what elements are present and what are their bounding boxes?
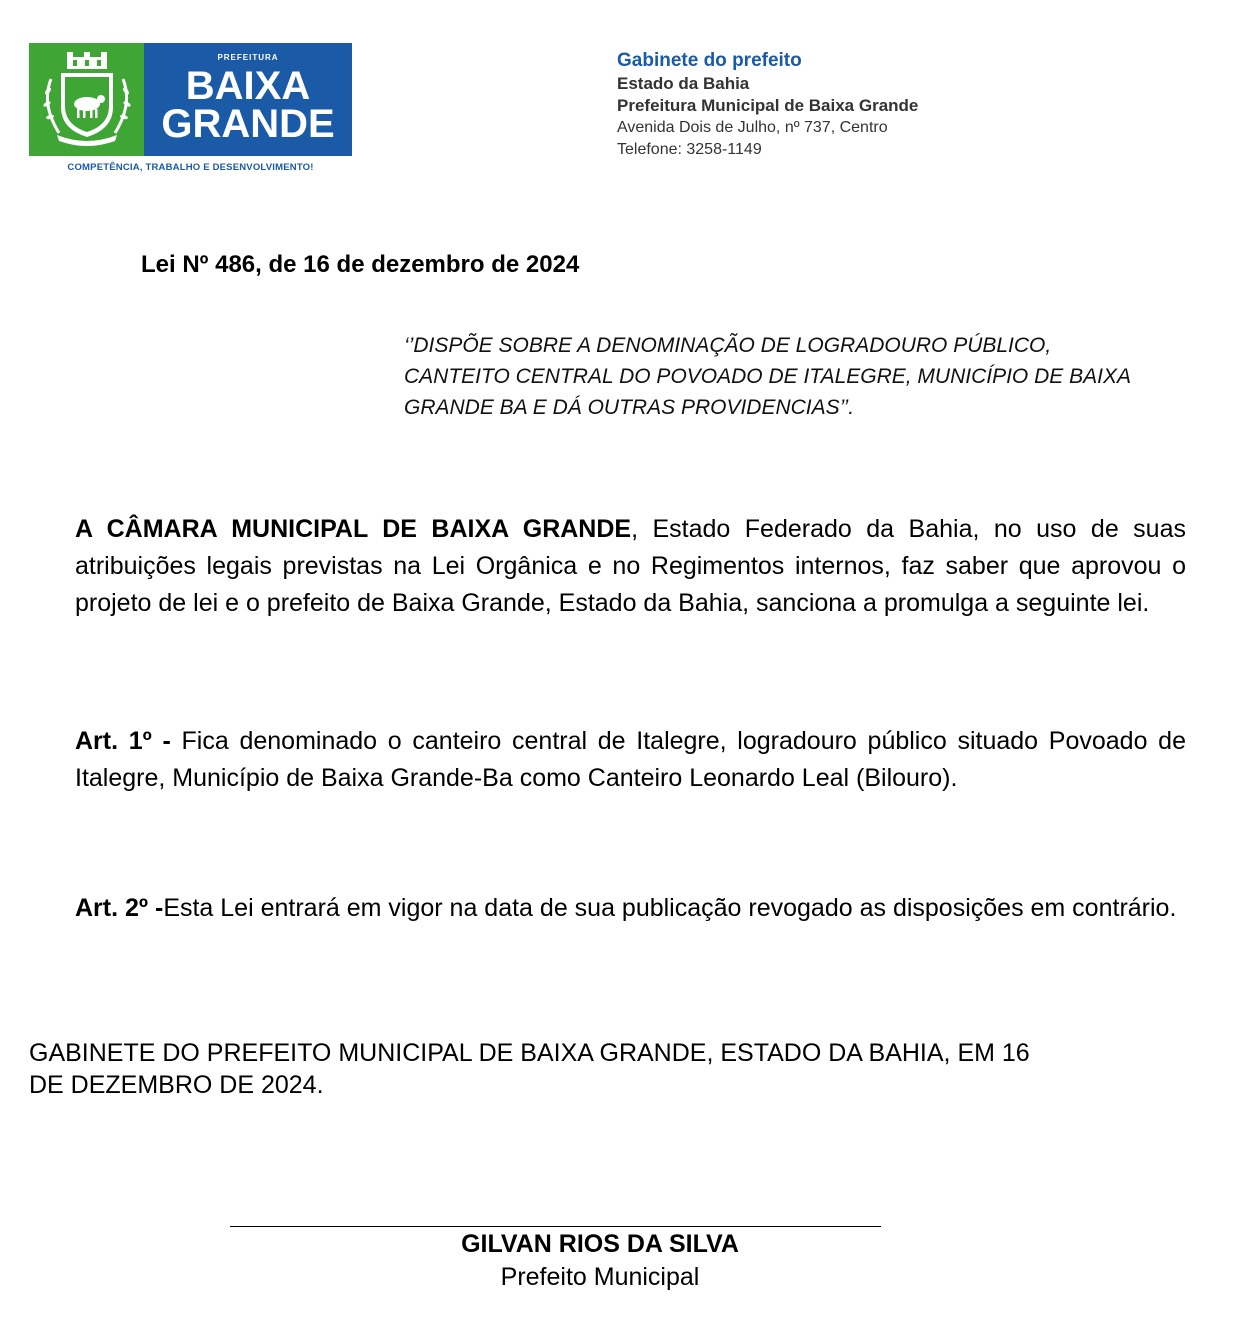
prefeitura-logo: [29, 43, 352, 178]
municipal-crest-icon: [37, 49, 137, 149]
logo-slogan: COMPETÊNCIA, TRABALHO E DESENVOLVIMENTO!: [67, 162, 314, 173]
intro-paragraph: [75, 511, 1186, 622]
state-name: Estado da Bahia: [617, 74, 750, 93]
header-address: [617, 49, 918, 161]
gabinete-closing: [29, 1037, 1199, 1101]
article-1-label: Art. 1º -: [75, 727, 182, 755]
logo-baixa-text: BAIXA: [185, 64, 311, 108]
city-hall-name: Prefeitura Municipal de Baixa Grande: [617, 96, 919, 115]
office-title: Gabinete do prefeito: [617, 50, 802, 71]
law-title: Lei Nº 486, de 16 de dezembro de 2024: [141, 251, 580, 278]
article-2-text: Esta Lei entrará em vigor na data de sua publicação revogado as disposições em contrário.: [163, 894, 1177, 922]
street-address: Avenida Dois de Julho, nº 737, Centro: [617, 119, 888, 136]
intro-bold: A CÂMARA MUNICIPAL DE BAIXA GRANDE: [75, 515, 632, 543]
phone-number: Telefone: 3258-1149: [617, 141, 762, 158]
article-2-label: Art. 2º -: [75, 894, 164, 922]
logo-green-panel: [29, 43, 144, 156]
intro-text: , Estado Federado da Bahia, no uso de suas atribuições legais previstas na Lei Orgânica e no Regimentos internos, faz saber que aprovou o projeto de lei e o prefeito de Baixa Grande, Estado da Bahia, sanciona a promulga a seguinte lei.: [75, 515, 1186, 617]
logo-prefeitura-text: PREFEITURA: [217, 53, 279, 62]
signatory-name: GILVAN RIOS DA SILVA: [461, 1230, 739, 1258]
article-1-text: Fica denominado o canteiro central de Italegre, logradouro público situado Povoado de Italegre, Município de Baixa Grande-Ba como Canteiro Leonardo Leal (Bilouro).: [75, 727, 1186, 792]
logo-grande-text: GRANDE: [161, 102, 335, 146]
gabinete-line-2: DE DEZEMBRO DE 2024.: [29, 1071, 324, 1099]
signature-line: [230, 1226, 881, 1227]
law-summary: ‘’DISPÕE SOBRE A DENOMINAÇÃO DE LOGRADOURO PÚBLICO, CANTEITO CENTRAL DO POVOADO DE ITALEGRE, MUNICÍPIO DE BAIXA GRANDE BA E DÁ OUTRAS PROVIDENCIAS’’.: [404, 334, 1131, 419]
article-1: [75, 723, 1186, 797]
signatory-role: Prefeito Municipal: [500, 1263, 700, 1291]
gabinete-line-1: GABINETE DO PREFEITO MUNICIPAL DE BAIXA GRANDE, ESTADO DA BAHIA, EM 16: [29, 1039, 1030, 1067]
article-2: [75, 893, 1199, 924]
logo-blue-panel: [144, 43, 352, 156]
